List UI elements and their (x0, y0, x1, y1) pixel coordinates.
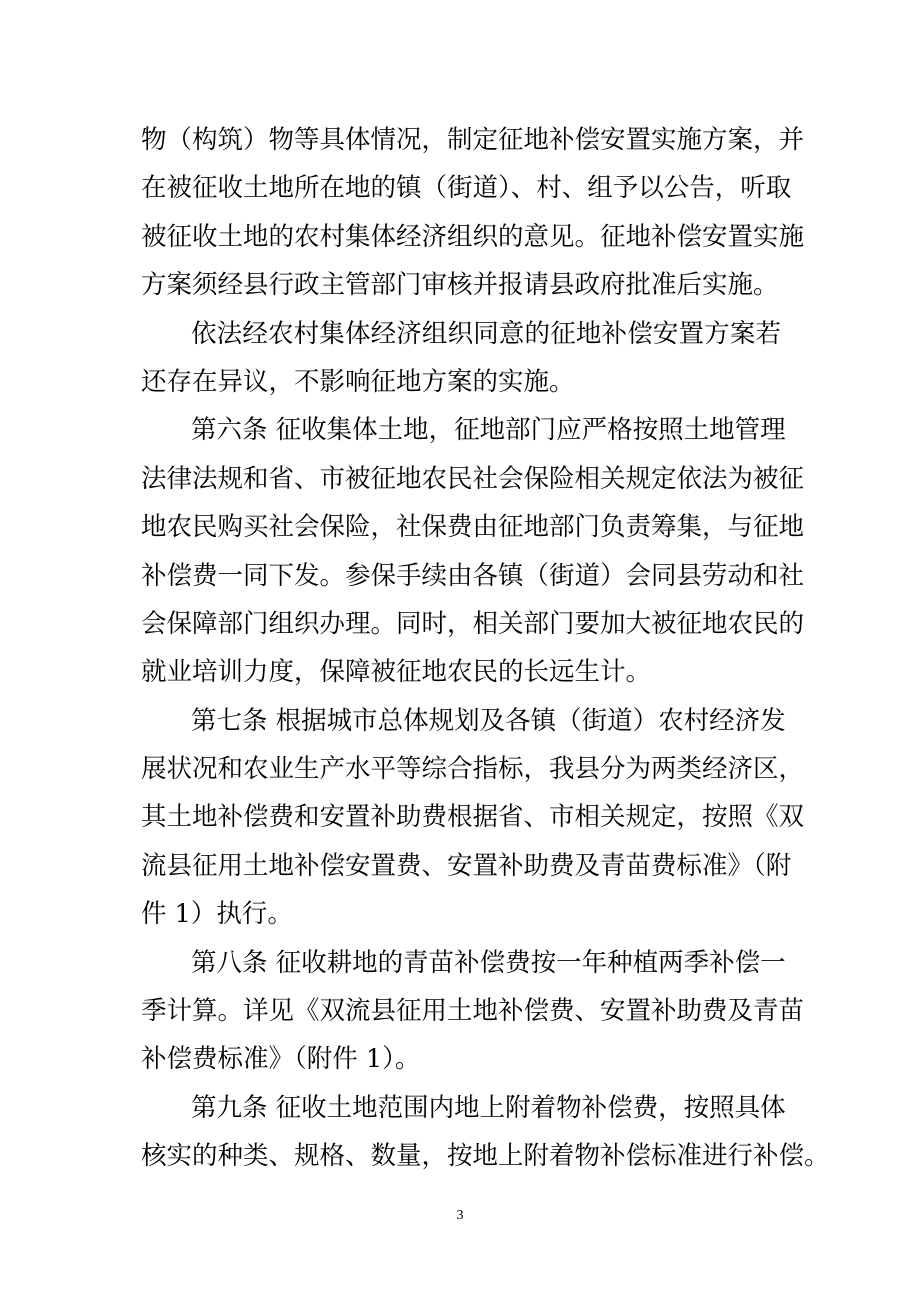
text-line: 被征收土地的农村集体经济组织的意见。征地补偿安置实施 (141, 221, 805, 252)
text-line: 会保障部门组织办理。同时，相关部门要加大被征地农民的 (141, 608, 805, 639)
document-body (141, 116, 830, 1181)
text-line: 在被征收土地所在地的镇（街道）、村、组予以公告，听取 (141, 173, 792, 204)
text-line: 其土地补偿费和安置补助费根据省、市相关规定，按照《双 (141, 802, 805, 833)
article-6-heading-line: 第六条 征收集体土地，征地部门应严格按照土地管理 (191, 415, 786, 446)
paragraph-start-line: 依法经农村集体经济组织同意的征地补偿安置方案若 (191, 318, 781, 349)
text-line: 法律法规和省、市被征地农民社会保险相关规定依法为被征 (141, 463, 805, 494)
text-line: 补偿费标准》（附件 1）。 (141, 1044, 421, 1075)
text-line: 补偿费一同下发。参保手续由各镇（街道）会同县劳动和社 (141, 560, 805, 591)
text-line: 物（构筑）物等具体情况，制定征地补偿安置实施方案，并 (141, 125, 805, 155)
text-line: 就业培训力度，保障被征地农民的长远生计。 (141, 657, 652, 688)
page-number: 3 (456, 1208, 464, 1223)
article-7-heading-line: 第七条 根据城市总体规划及各镇（街道）农村经济发 (191, 705, 786, 736)
text-line: 季计算。详见《双流县征用土地补偿费、安置补助费及青苗 (141, 996, 805, 1027)
article-8-heading-line: 第八条 征收耕地的青苗补偿费按一年种植两季补偿一 (191, 947, 786, 978)
text-line: 地农民购买社会保险，社保费由征地部门负责筹集，与征地 (141, 512, 805, 543)
article-9-heading-line: 第九条 征收土地范围内地上附着物补偿费，按照具体 (191, 1092, 786, 1123)
text-line: 展状况和农业生产水平等综合指标，我县分为两类经济区， (141, 754, 805, 785)
text-line: 流县征用土地补偿安置费、安置补助费及青苗费标准》（附 (141, 850, 792, 881)
text-line: 核实的种类、规格、数量，按地上附着物补偿标准进行补偿。 (141, 1141, 830, 1172)
text-line: 件 1）执行。 (141, 899, 293, 930)
text-line: 方案须经县行政主管部门审核并报请县政府批准后实施。 (141, 270, 779, 301)
text-line: 还存在异议，不影响征地方案的实施。 (141, 366, 575, 397)
